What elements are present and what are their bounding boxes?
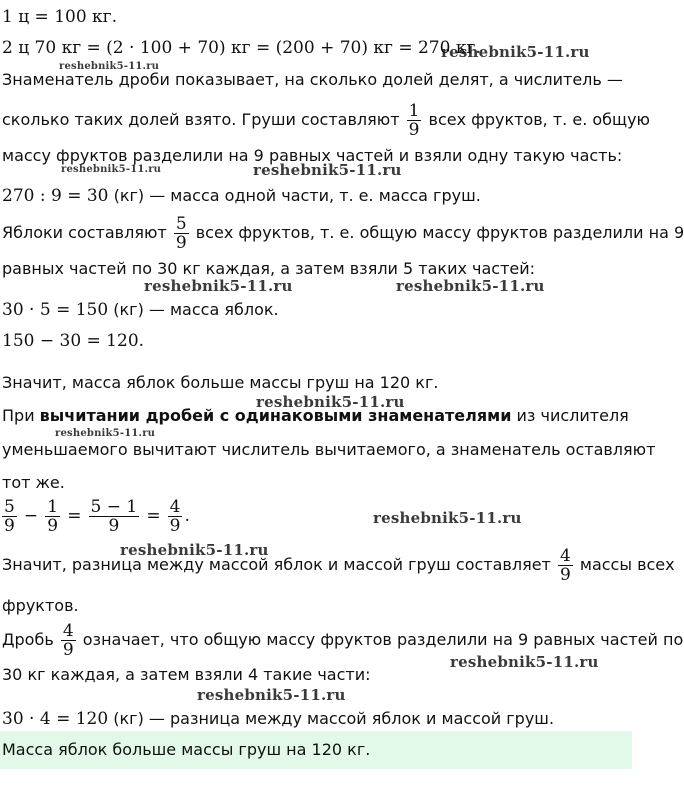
fraction: $\frac{1}{9}$ <box>47 497 59 536</box>
fraction: $\frac{4}{9}$ <box>559 546 571 585</box>
text-line: 30 · 4 = 120 (кг) — разница между массой яблок и массой груш. <box>2 709 555 729</box>
fraction: $\frac{4}{9}$ <box>169 497 181 536</box>
watermark: reshebnik5-11.ru <box>373 509 522 527</box>
fraction: $\frac{5 - 1}{9}$ <box>90 497 138 536</box>
text-line: 270 : 9 = 30 (кг) — масса одной части, т. е. масса груш. <box>2 186 481 206</box>
text-line: массу фруктов разделили на 9 равных частей и взяли одну такую часть: <box>2 146 623 165</box>
text-line: 30 кг каждая, а затем взяли 4 такие части: <box>2 665 371 684</box>
text-line: 2 ц 70 кг = (2 · 100 + 70) кг = (200 + 70) кг = 270 кг. <box>2 38 481 58</box>
watermark: reshebnik5-11.ru <box>450 653 599 671</box>
text-line: При вычитании дробей с одинаковыми знаменателями из числителя <box>2 406 629 425</box>
watermark: reshebnik5-11.ru <box>55 428 156 439</box>
text-line: тот же. <box>2 473 65 492</box>
text-line: Значит, масса яблок больше массы груш на 120 кг. <box>2 373 439 392</box>
watermark: reshebnik5-11.ru <box>197 686 346 704</box>
fraction-equation: $\frac{5}{9}$ − $\frac{1}{9}$ = $\frac{5 - 1}{9}$ = $\frac{4}{9}$ . <box>4 497 190 536</box>
text-line: сколько таких долей взято. Груши составляют $\frac{1}{9}$ всех фруктов, т. е. общую <box>2 101 651 140</box>
answer-box <box>0 731 632 769</box>
answer-text: Масса яблок больше массы груш на 120 кг. <box>2 740 371 759</box>
text-line: 1 ц = 100 кг. <box>2 7 117 27</box>
fraction: $\frac{5}{9}$ <box>4 497 15 536</box>
text-line: фруктов. <box>2 596 79 615</box>
fraction: $\frac{1}{9}$ <box>408 101 420 140</box>
text-line: 150 − 30 = 120. <box>2 331 145 351</box>
text-line: Знаменатель дроби показывает, на сколько долей делят, а числитель — <box>2 70 623 89</box>
watermark: reshebnik5-11.ru <box>253 161 402 179</box>
watermark: reshebnik5-11.ru <box>59 61 160 72</box>
text-line: равных частей по 30 кг каждая, а затем взяли 5 таких частей: <box>2 259 536 278</box>
text-line: Дробь $\frac{4}{9}$ означает, что общую массу фруктов разделили на 9 равных частей по <box>2 621 684 660</box>
text-line: 30 · 5 = 150 (кг) — масса яблок. <box>2 300 279 320</box>
watermark: reshebnik5-11.ru <box>256 393 405 411</box>
text-line: уменьшаемого вычитают числитель вычитаемого, а знаменатель оставляют <box>2 440 656 459</box>
fraction: $\frac{5}{9}$ <box>175 214 187 253</box>
fraction: $\frac{4}{9}$ <box>62 621 74 660</box>
watermark: reshebnik5-11.ru <box>144 277 293 295</box>
watermark: reshebnik5-11.ru <box>61 164 162 175</box>
text-line: Значит, разница между массой яблок и массой груш составляет $\frac{4}{9}$ массы всех <box>2 546 675 585</box>
text-line: Яблоки составляют $\frac{5}{9}$ всех фруктов, т. е. общую массу фруктов разделили на 9 <box>2 214 684 253</box>
watermark: reshebnik5-11.ru <box>441 43 590 61</box>
watermark: reshebnik5-11.ru <box>120 541 269 559</box>
watermark: reshebnik5-11.ru <box>396 277 545 295</box>
